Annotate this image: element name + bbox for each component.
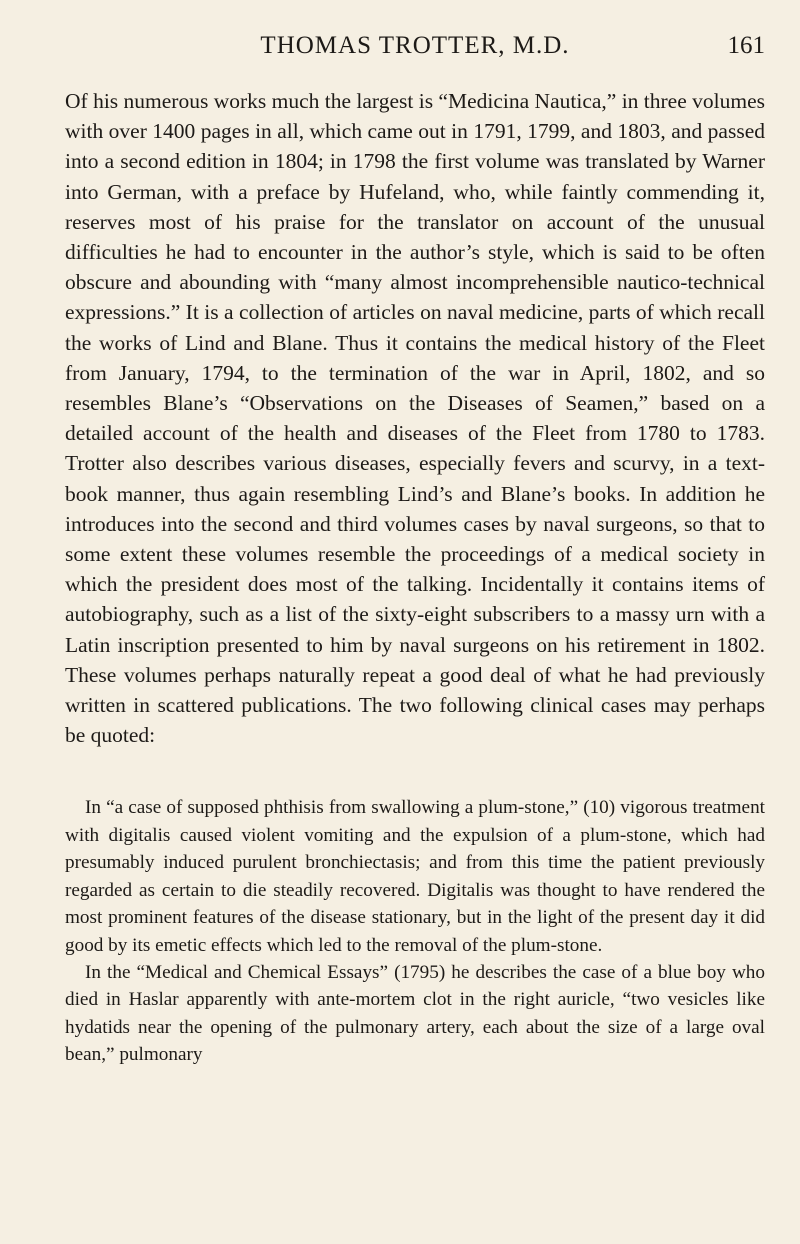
main-text [65,86,765,750]
quoted-cases [65,794,765,1068]
quoted-paragraph-blue-boy: In the “Medical and Chemical Essays” (1795) he describes the case of a blue boy who died in Haslar apparently with ante-mortem clot in the right auricle, “two vesicles like hydatids near the opening of the pulmonary artery, each about the size of a large oval bean,” pulmonary [65,961,765,1066]
page-number: 161 [727,32,765,59]
book-page [65,30,765,1069]
running-title: THOMAS TROTTER, M.D. [260,32,570,59]
quoted-paragraph-plum-stone: In “a case of supposed phthisis from swallowing a plum-stone,” (10) vigorous treatment with digitalis caused violent vomiting and the expulsion of a plum-stone, which had presumably induced purulent bronchiectasis; and from this time the patient previously regarded as certain to die steadily recovered. Digitalis was thought to have rendered the most prominent features of the disease stationary, but in the light of the present day it did good by its emetic effects which led to the removal of the plum-stone. [65,797,765,956]
body-paragraph: Of his numerous works much the largest is “Medicina Nautica,” in three volumes with over 1400 pages in all, which came out in 1791, 1799, and 1803, and passed into a second edition in 1804; in 1798 the first volume was translated by Warner into German, with a preface by Hufeland, who, while faintly commending it, reserves most of his praise for the translator on account of the unusual difficulties he had to encounter in the author’s style, which is said to be often obscure and abounding with “many almost incomprehensible nautico-technical expressions.” It is a collection of articles on naval medicine, parts of which recall the works of Lind and Blane. Thus it contains the medical history of the Fleet from January, 1794, to the termination of the war in April, 1802, and so resembles Blane’s “Observations on the Diseases of Seamen,” based on a detailed account of the health and diseases of the Fleet from 1780 to 1783. Trotter also describes various diseases, especially fevers and scurvy, in a text-book manner, thus again resembling Lind’s and Blane’s books. In addition he introduces into the second and third volumes cases by naval surgeons, so that to some extent these volumes resemble the proceedings of a medical society in which the president does most of the talking. Incidentally it contains items of autobiography, such as a list of the sixty-eight subscribers to a massy urn with a Latin inscription presented to him by naval surgeons on his retirement in 1802. These volumes perhaps naturally repeat a good deal of what he had previously written in scattered publications. The two following clinical cases may perhaps be quoted: [65,89,765,748]
running-head [65,30,765,70]
